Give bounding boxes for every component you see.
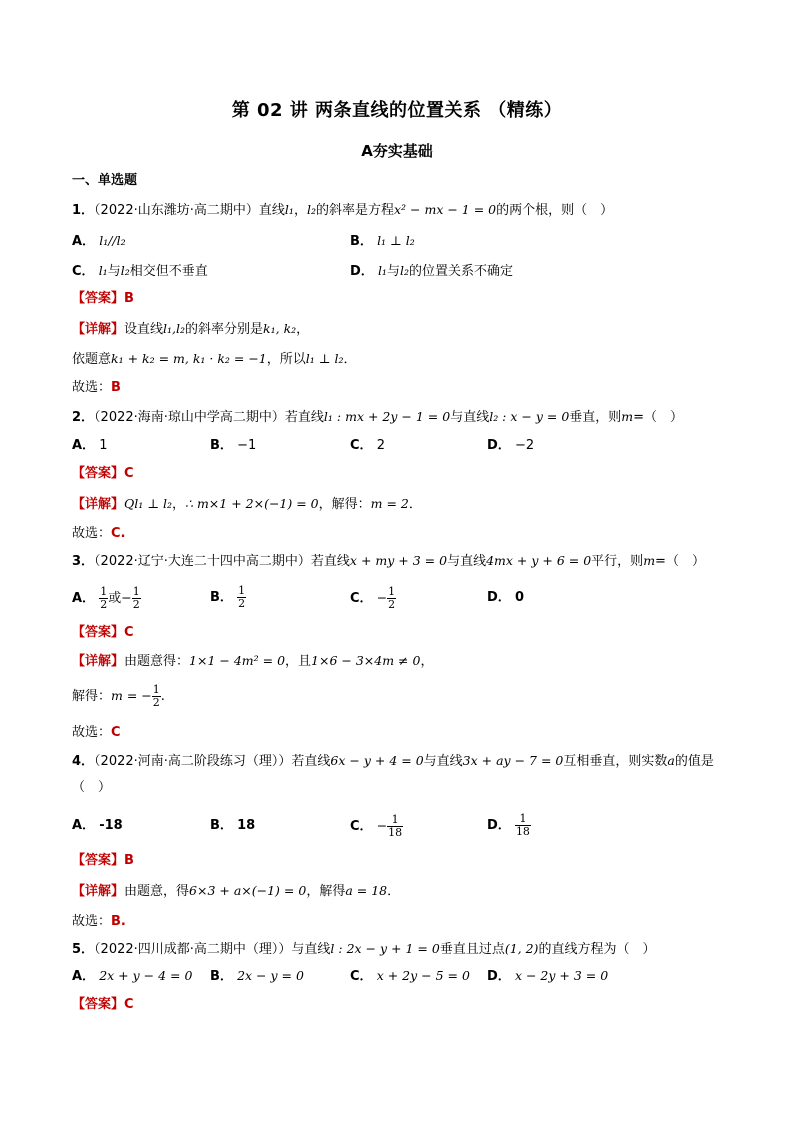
- q4-answer: 【答案】B: [72, 853, 134, 868]
- q5-option-c: C． x + 2y − 5 = 0: [350, 968, 470, 984]
- q2-option-a: A． 1: [72, 438, 108, 453]
- fraction: $\frac{1}{2}$: [238, 584, 246, 610]
- q3-source: （2022·辽宁·大连二十四中高二期中）: [94, 554, 311, 569]
- q4-option-b: B． 18: [210, 818, 256, 833]
- q3-detail-line1: 【详解】由题意得：1×1 − 4m² = 0，且1×6 − 3×4m ≠ 0，: [72, 653, 434, 669]
- q3-stem: 3．（2022·辽宁·大连二十四中高二期中）若直线x + my + 3 = 0与直线4mx + y + 6 = 0平行，则m=（ ）: [72, 553, 705, 569]
- q2-stem: 2．（2022·海南·琼山中学高二期中）若直线l₁ : mx + 2y − 1 = 0与直线l₂ : x − y = 0垂直，则m=（ ）: [72, 409, 684, 425]
- q5-number: 5．: [72, 942, 95, 957]
- q2-number: 2．: [72, 410, 95, 425]
- fraction: $\frac{1}{18}$: [388, 813, 403, 839]
- q4-option-c: C． − $\frac{1}{18}$: [350, 813, 403, 839]
- q5-answer: 【答案】C: [72, 997, 134, 1012]
- section-heading: 一、单选题: [72, 173, 138, 188]
- fraction: $\frac{1}{18}$: [515, 812, 530, 838]
- q1-choose: 故选：B: [72, 380, 121, 395]
- q5-stem: 5．（2022·四川成都·高二期中（理））与直线l : 2x − y + 1 = 0垂直且过点(1, 2)的直线方程为（ ）: [72, 941, 656, 957]
- q1-number: 1．: [72, 203, 95, 218]
- q1-detail-line1: 【详解】设直线l₁,l₂的斜率分别是k₁, k₂，: [72, 321, 310, 337]
- q5-option-b: B． 2x − y = 0: [210, 968, 304, 984]
- q4-detail-line1: 【详解】由题意，得6×3 + a×(−1) = 0，解得a = 18．: [72, 883, 401, 899]
- fraction: $\frac{1}{2}$: [132, 585, 140, 611]
- q3-detail-line2: 解得：m = − $\frac{1}{2}$ .: [72, 683, 165, 709]
- q2-option-d: D． −2: [487, 438, 535, 453]
- q4-choose: 故选：B.: [72, 914, 126, 929]
- q5-option-d: D． x − 2y + 3 = 0: [487, 968, 609, 984]
- q5-option-a: A． 2x + y − 4 = 0: [72, 968, 193, 984]
- q4-number: 4．: [72, 754, 95, 769]
- q1-stem: 1．（2022·山东潍坊·高二期中）直线l₁，l₂的斜率是方程x² − mx − 1 = 0的两个根，则（ ）: [72, 202, 614, 218]
- q4-stem-cont: （ ）: [72, 780, 112, 795]
- q1-option-d: D． l₁与l₂的位置关系不确定: [350, 263, 513, 279]
- q4-source: （2022·河南·高二阶段练习（理））: [94, 754, 292, 769]
- q3-choose: 故选：C: [72, 725, 121, 740]
- q2-choose: 故选：C.: [72, 526, 126, 541]
- fraction: $\frac{1}{2}$: [100, 585, 108, 611]
- q3-option-b: B． $\frac{1}{2}$: [210, 584, 246, 610]
- q1-option-c: C． l₁与l₂相交但不垂直: [72, 263, 208, 279]
- fraction: $\frac{1}{2}$: [152, 683, 160, 709]
- q2-option-c: C． 2: [350, 438, 385, 453]
- page-subtitle: A夯实基础: [361, 142, 433, 160]
- q3-answer: 【答案】C: [72, 625, 134, 640]
- q3-option-d: D． 0: [487, 590, 524, 605]
- q2-option-b: B． −1: [210, 438, 257, 453]
- q2-answer: 【答案】C: [72, 466, 134, 481]
- q2-source: （2022·海南·琼山中学高二期中）: [94, 410, 285, 425]
- q4-option-a: A． -18: [72, 818, 123, 833]
- q4-stem: 4．（2022·河南·高二阶段练习（理））若直线6x − y + 4 = 0与直线3x + ay − 7 = 0互相垂直，则实数a的值是: [72, 753, 714, 769]
- q1-detail-line2: 依题意k₁ + k₂ = m, k₁ · k₂ = −1，所以l₁ ⊥ l₂．: [72, 351, 357, 367]
- q3-option-c: C． − $\frac{1}{2}$: [350, 585, 396, 611]
- q1-source: （2022·山东潍坊·高二期中）: [94, 203, 259, 218]
- q3-option-a: A． $\frac{1}{2}$ 或− $\frac{1}{2}$: [72, 585, 140, 611]
- q5-source: （2022·四川成都·高二期中（理））: [94, 942, 292, 957]
- q1-option-a: A． l₁//l₂: [72, 233, 126, 249]
- fraction: $\frac{1}{2}$: [388, 585, 396, 611]
- page-title: 第 02 讲 两条直线的位置关系 （精练）: [231, 100, 563, 121]
- q3-number: 3．: [72, 554, 95, 569]
- q1-answer: 【答案】B: [72, 291, 134, 306]
- q4-option-d: D． $\frac{1}{18}$: [487, 812, 530, 838]
- q2-detail-line1: 【详解】Ql₁ ⊥ l₂，∴ m×1 + 2×(−1) = 0，解得：m = 2．: [72, 496, 422, 512]
- q1-option-b: B． l₁ ⊥ l₂: [350, 233, 415, 249]
